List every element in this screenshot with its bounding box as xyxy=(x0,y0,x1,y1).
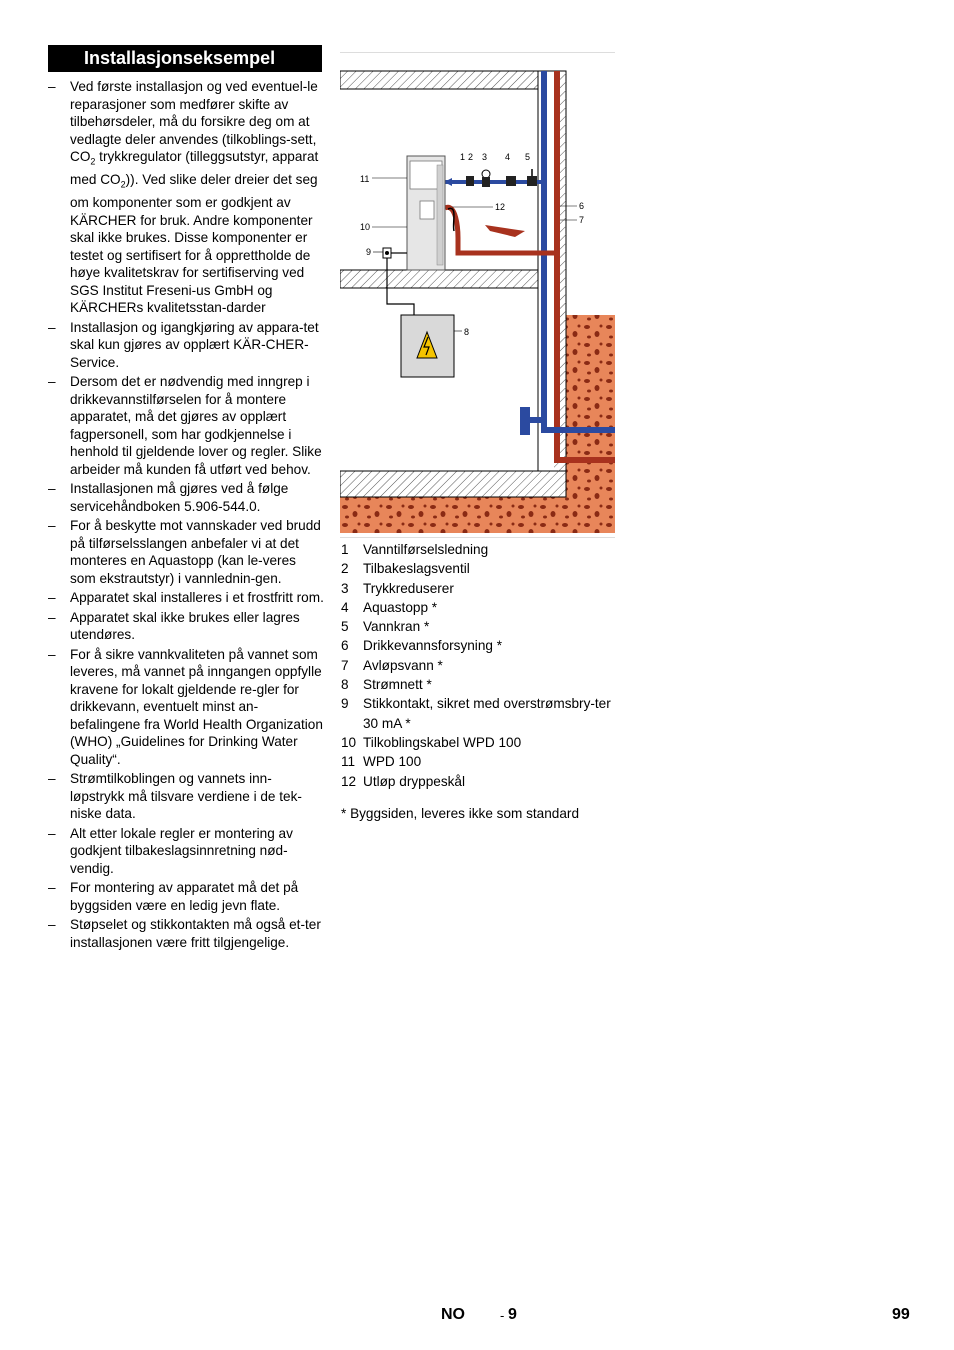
callout-5: 5 xyxy=(525,152,531,162)
callout-3: 3 xyxy=(482,152,488,162)
legend-number: 2 xyxy=(341,561,349,577)
legend-item xyxy=(341,752,621,771)
drain-flow-arrow xyxy=(485,225,525,237)
requirement-text: For å sikre vannkvaliteten på vannet som leveres, må vannet på inngangen oppfylle kravene for lokalt gjeldende re-gler for drikkevann, eventuelt minst an-befalingene fra World Health Organization (WHO) „Guidelines for Drinking Water Quality“. xyxy=(70,646,323,767)
callout-11: 11 xyxy=(360,174,370,184)
middle-floor-slab xyxy=(340,270,538,288)
requirement-text: trykkregulator (tilleggsutstyr, apparat med CO xyxy=(70,149,319,188)
legend-number: 8 xyxy=(341,677,349,693)
footer-dash: - xyxy=(500,1308,505,1323)
legend-item xyxy=(341,617,621,636)
supply-line-to-device xyxy=(440,180,541,184)
legend-item xyxy=(341,540,621,559)
requirement-text: Apparatet skal installeres i et frostfritt rom. xyxy=(70,590,324,606)
requirement-item xyxy=(48,879,324,914)
requirement-item xyxy=(48,916,324,951)
installation-diagram-svg xyxy=(340,53,615,537)
requirement-item xyxy=(48,589,324,607)
footer-section-page: 9 xyxy=(508,1306,517,1323)
legend-number: 10 xyxy=(341,734,357,750)
requirement-item xyxy=(48,480,324,515)
requirement-text: Installasjonen må gjøres ved å følge servicehåndboken 5.906-544.0. xyxy=(70,481,289,514)
legend-number: 6 xyxy=(341,638,349,654)
requirement-item xyxy=(48,825,324,878)
legend-text: Drikkevannsforsyning * xyxy=(363,638,503,654)
footer-page-number: 99 xyxy=(892,1306,910,1323)
legend-number: 7 xyxy=(341,657,349,673)
requirement-text: Apparatet skal ikke brukes eller lagres utendøres. xyxy=(70,609,300,643)
legend-text: WPD 100 xyxy=(363,754,422,770)
dispenser-outlet xyxy=(420,201,434,219)
legend-number: 1 xyxy=(341,542,349,557)
figure-legend xyxy=(341,540,621,791)
socket-dot xyxy=(385,251,389,255)
requirement-item xyxy=(48,319,324,372)
footer-language: NO xyxy=(441,1306,465,1323)
legend-text: Vanntilførselsledning xyxy=(363,542,489,557)
meter-connector xyxy=(526,417,544,423)
legend-text: Utløp dryppeskål xyxy=(363,773,465,789)
device-side-panel xyxy=(437,165,443,265)
requirement-text: Alt etter lokale regler er montering av godkjent tilbakeslagsinnretning nød-vendig. xyxy=(70,825,293,876)
legend-text: Vannkran * xyxy=(363,619,430,635)
legend-item xyxy=(341,598,621,617)
legend-text: Tilkoblingskabel WPD 100 xyxy=(363,734,522,750)
requirement-text: Dersom det er nødvendig med inngrep i drikkevannstilførselen for å montere apparatet, må det gjøres av opplært fagpersonell, som har godkjennelse i henhold til gjeldende lover og regler. Slike arbeider må kunden få utført ved behov. xyxy=(70,374,322,477)
requirement-item xyxy=(48,517,324,587)
requirement-text: For å beskytte mot vannskader ved brudd på tilførselsslangen anbefaler vi at det monteres en Aquastopp (kan le-veres som ekstrautstyr) i vannlednin-gen. xyxy=(70,518,321,586)
legend-text: Aquastopp * xyxy=(363,599,438,615)
legend-item xyxy=(341,579,621,598)
legend-number: 9 xyxy=(341,696,349,712)
legend-item xyxy=(341,733,621,752)
legend-text: Avløpsvann * xyxy=(363,657,443,673)
requirements-list xyxy=(48,78,324,951)
drain-pipe-horizontal xyxy=(554,457,615,463)
legend-number: 4 xyxy=(341,599,349,615)
requirement-text: Ved første installasjon og ved eventuel-le reparasjoner som medfører skifte av tilbehørsdeler, må du forsikre deg om at vedlagte deler anvendes (tilkoblings-sett, CO xyxy=(70,79,318,164)
requirement-item xyxy=(48,373,324,478)
legend-item xyxy=(341,636,621,655)
requirement-text: )). Ved slike deler dreier det seg om komponenter som er godkjent av KÄRCHER for bruk. Andre komponenter skal ikke brukes. Disse komponenter er testet og sertifisert for å opprettholde de høye kvalitetskrav for sertifiserving ved SGS Institut Freseni-us GmbH og KÄRCHERs kvalitetsstan-darder xyxy=(70,172,318,316)
requirements-list-column xyxy=(48,78,324,953)
footnote: * Byggsiden, leveres ikke som standard xyxy=(341,806,580,821)
water-tap-symbol xyxy=(527,176,537,186)
legend-item xyxy=(341,559,621,578)
aquastop-symbol xyxy=(506,176,516,186)
ceiling-slab xyxy=(340,71,538,89)
requirement-text: Strømtilkoblingen og vannets inn-løpstrykk må tilsvare verdiene i de tek-niske data. xyxy=(70,771,302,822)
pressure-reducer-body xyxy=(482,177,490,187)
callout-2: 2 xyxy=(468,152,474,162)
section-title: Installasjonseksempel xyxy=(48,45,322,72)
legend-item xyxy=(341,656,621,675)
soil-bottom xyxy=(340,497,615,533)
requirement-text: Støpselet og stikkontakten må også et-ter installasjonen være fritt tilgjengelige. xyxy=(70,917,321,950)
legend-number: 5 xyxy=(341,619,349,635)
pressure-reducer-symbol xyxy=(482,170,490,178)
callout-10: 10 xyxy=(360,222,371,232)
callout-6: 6 xyxy=(579,201,585,211)
legend-number: 12 xyxy=(341,773,357,789)
legend-text: Tilbakeslagsventil xyxy=(363,561,470,577)
callout-7: 7 xyxy=(579,215,585,225)
callout-8: 8 xyxy=(464,327,470,337)
legend-item xyxy=(341,675,621,694)
legend-text: Stikkontakt, sikret med overstrømsbry-ter 30 mA * xyxy=(363,696,611,731)
subscript: 2 xyxy=(90,156,96,167)
legend-item xyxy=(341,772,621,791)
subscript: 2 xyxy=(120,179,126,190)
basement-floor-slab xyxy=(340,471,566,497)
requirement-text: Installasjon og igangkjøring av appara-tet skal kun gjøres av opplært KÄR-CHER-Service. xyxy=(70,319,319,370)
callout-9: 9 xyxy=(366,247,372,257)
requirement-item xyxy=(48,609,324,644)
requirement-text: For montering av apparatet må det på byggsiden være en ledig jevn flate. xyxy=(70,880,299,913)
legend-item xyxy=(341,694,621,733)
callout-4: 4 xyxy=(505,152,511,162)
check-valve-symbol xyxy=(466,176,474,186)
requirement-item xyxy=(48,78,324,317)
legend-text: Trykkreduserer xyxy=(363,580,454,596)
legend-number: 3 xyxy=(341,580,349,596)
requirement-item xyxy=(48,646,324,769)
legend-number: 11 xyxy=(341,754,356,770)
callout-1: 1 xyxy=(460,152,466,162)
requirement-item xyxy=(48,770,324,823)
callout-12: 12 xyxy=(495,202,506,212)
legend-text: Strømnett * xyxy=(363,677,432,693)
installation-diagram xyxy=(340,52,615,538)
supply-pipe-horizontal xyxy=(541,427,615,433)
drain-pipe-vertical xyxy=(554,71,560,463)
